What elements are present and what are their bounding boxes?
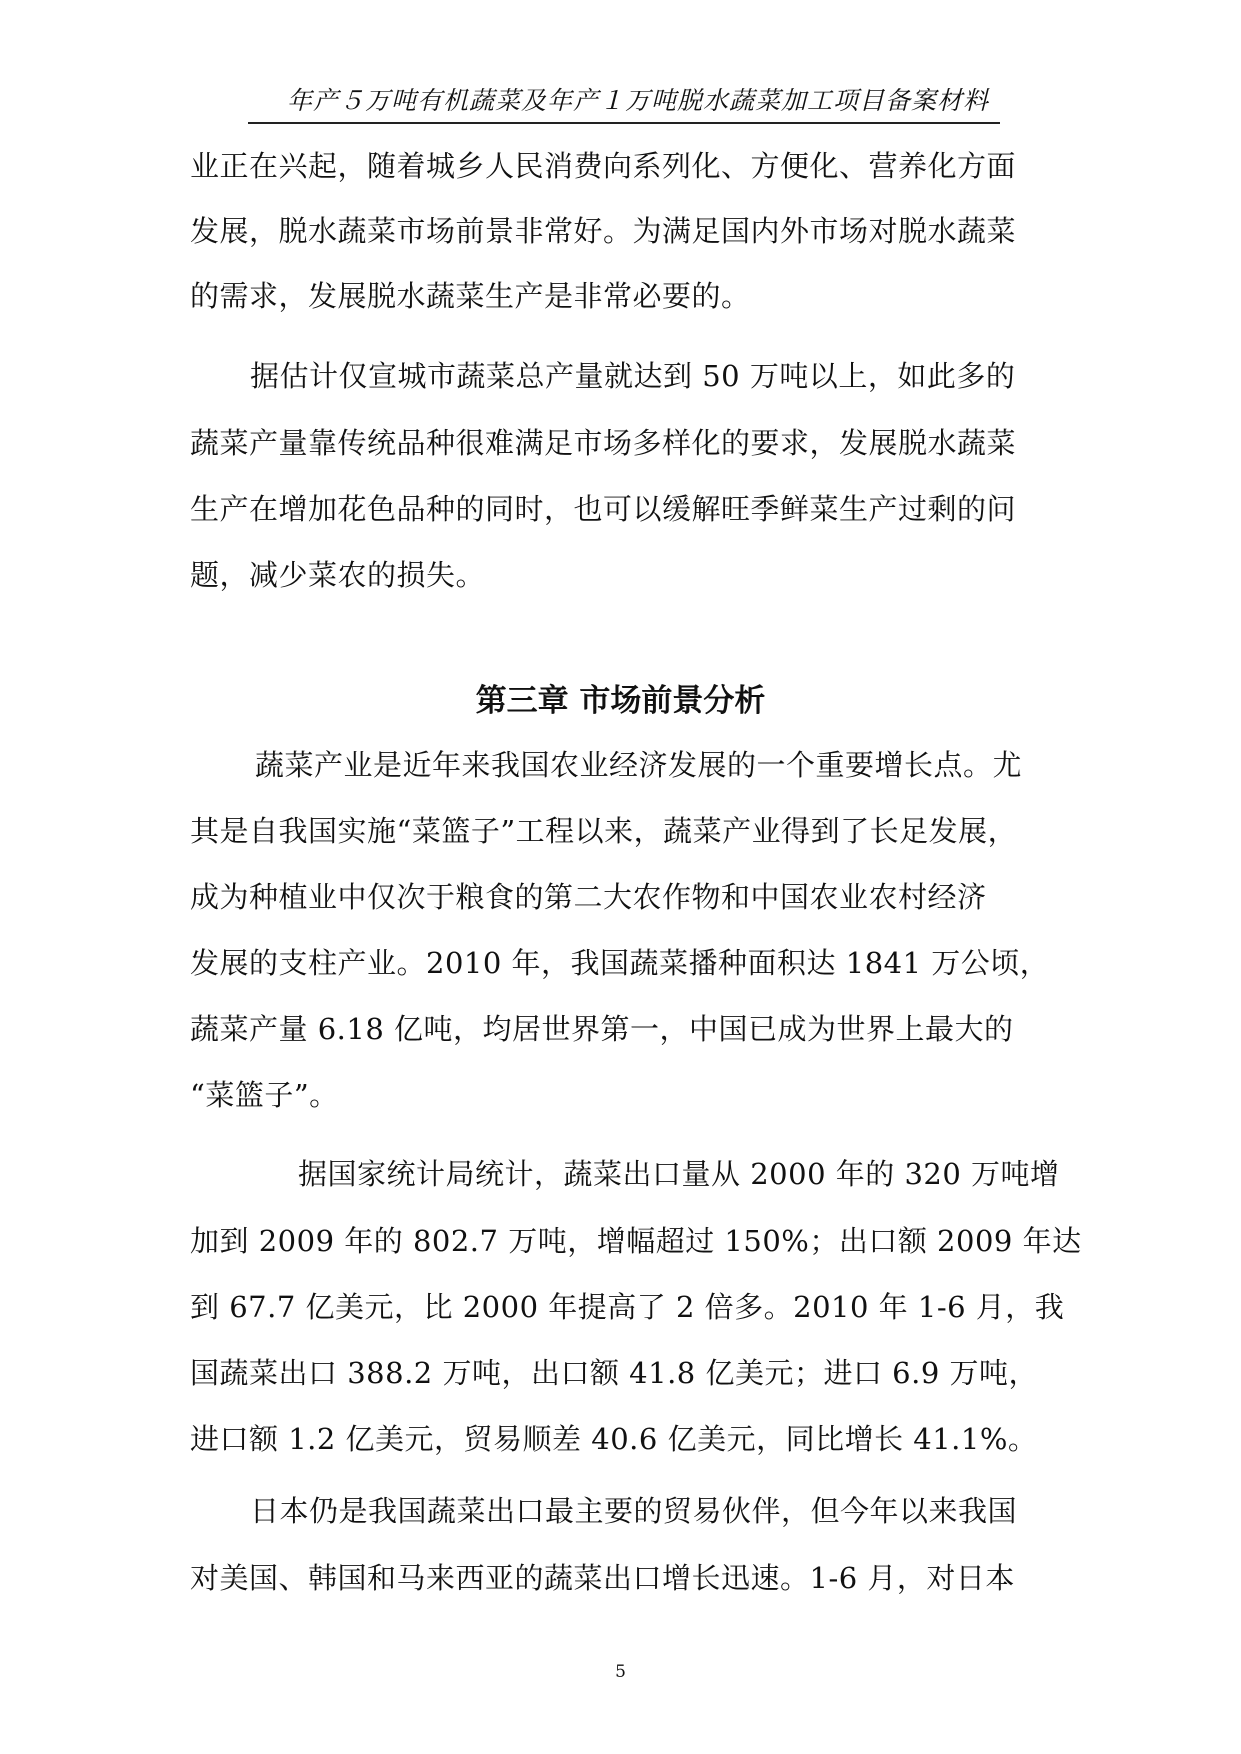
chapter-title: 第三章 市场前景分析: [475, 683, 766, 719]
chapter-line: 发展的支柱产业。2010 年，我国蔬菜播种面积达 1841 万公顷，: [190, 946, 1050, 980]
chapter-line: 到 67.7 亿美元，比 2000 年提高了 2 倍多。2010 年 1-6 月，我: [190, 1290, 1065, 1324]
chapter-line: 其是自我国实施“菜篮子”工程以来，蔬菜产业得到了长足发展，: [190, 814, 1018, 848]
chapter-line: 日本仍是我国蔬菜出口最主要的贸易伙伴，但今年以来我国: [250, 1494, 1018, 1528]
chapter-line: 对美国、韩国和马来西亚的蔬菜出口增长迅速。1-6 月，对日本: [190, 1561, 1015, 1595]
chapter-line: 蔬菜产量 6.18 亿吨，均居世界第一，中国已成为世界上最大的: [190, 1012, 1014, 1046]
chapter-line: 蔬菜产业是近年来我国农业经济发展的一个重要增长点。尤: [255, 748, 1023, 782]
body-line: 业正在兴起，随着城乡人民消费向系列化、方便化、营养化方面: [190, 149, 1017, 183]
chapter-line: 进口额 1.2 亿美元，贸易顺差 40.6 亿美元，同比增长 41.1%。: [190, 1422, 1038, 1456]
chapter-line: 据国家统计局统计，蔬菜出口量从 2000 年的 320 万吨增: [298, 1157, 1060, 1191]
body-line: 生产在增加花色品种的同时，也可以缓解旺季鲜菜生产过剩的问: [190, 492, 1017, 526]
header-rule: [248, 122, 1000, 124]
body-line: 的需求，发展脱水蔬菜生产是非常必要的。: [190, 279, 751, 313]
body-line: 蔬菜产量靠传统品种很难满足市场多样化的要求，发展脱水蔬菜: [190, 426, 1017, 460]
chapter-line: 加到 2009 年的 802.7 万吨，增幅超过 150%；出口额 2009 年达: [190, 1224, 1082, 1258]
chapter-line: 国蔬菜出口 388.2 万吨，出口额 41.8 亿美元；进口 6.9 万吨，: [190, 1356, 1039, 1390]
body-line: 据估计仅宣城市蔬菜总产量就达到 50 万吨以上，如此多的: [250, 359, 1016, 393]
body-line: 发展，脱水蔬菜市场前景非常好。为满足国内外市场对脱水蔬菜: [190, 214, 1017, 248]
running-header: 年产５万吨有机蔬菜及年产１万吨脱水蔬菜加工项目备案材料: [286, 86, 989, 115]
chapter-line: 成为种植业中仅次于粮食的第二大农作物和中国农业农村经济: [190, 880, 987, 914]
chapter-line: “菜篮子”。: [190, 1078, 339, 1112]
page-number: 5: [615, 1662, 626, 1682]
body-line: 题，减少菜农的损失。: [190, 558, 486, 592]
